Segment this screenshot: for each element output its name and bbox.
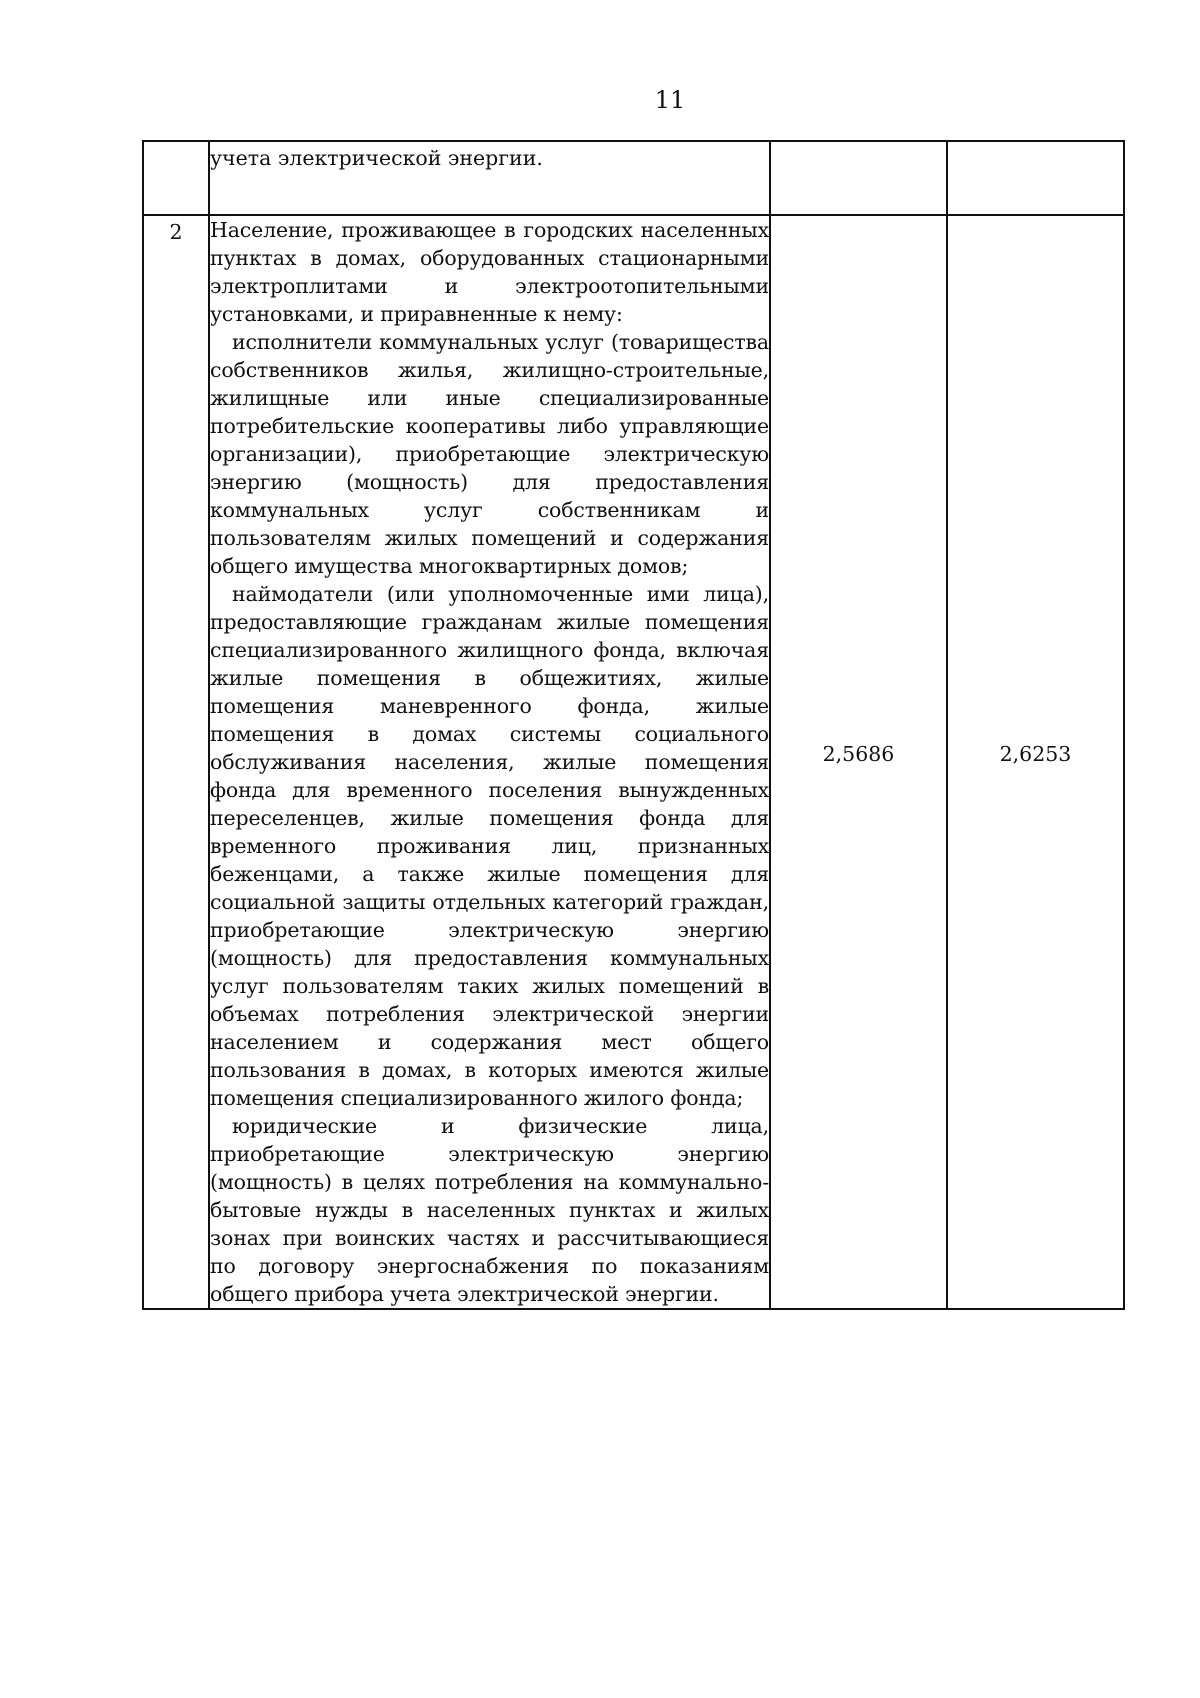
row-description-cell — [209, 141, 770, 215]
row-description-cell — [209, 215, 770, 1309]
tariff-table — [142, 140, 1125, 1310]
row-number — [144, 142, 208, 144]
row-description: учета электрической энергии. — [210, 146, 543, 170]
table-row-continuation — [143, 141, 1124, 215]
description-utility-providers: исполнители коммунальных услуг (товарищества собственников жилья, жилищно-строительные, жилищные или иные специализированные потребительские кооперативы либо управляющие организации), приобретающие электрическую энергию (мощность) для предоставления коммунальных услуг собственникам и пользователям жилых помещений и содержания общего имущества многоквартирных домов; — [210, 330, 769, 578]
value-1-cell — [770, 141, 947, 215]
row-number: 2 — [169, 220, 183, 244]
value-1-cell — [770, 215, 947, 1309]
row-number-cell — [143, 215, 209, 1309]
value-2-cell — [947, 141, 1124, 215]
row-number-cell — [143, 141, 209, 215]
description-legal-entities: юридические и физические лица, приобретающие электрическую энергию (мощность) в целях потребления на коммунально-бытовые нужды в населенных пунктах и жилых зонах при воинских частях и рассчитывающиеся по договору энергоснабжения по показаниям общего прибора учета электрической энергии. — [210, 1114, 769, 1306]
value-2-cell — [947, 215, 1124, 1309]
value-2: 2,6253 — [999, 742, 1072, 766]
table-row-2 — [143, 215, 1124, 1309]
page-number: 11 — [654, 86, 686, 114]
description-landlords: наймодатели (или уполномоченные ими лица), предоставляющие гражданам жилые помещения специализированного жилищного фонда, включая жилые помещения в общежитиях, жилые помещения маневренного фонда, жилые помещения в домах системы социального обслуживания населения, жилые помещения фонда для временного поселения вынужденных переселенцев, жилые помещения фонда для временного проживания лиц, признанных беженцами, а также жилые помещения для социальной защиты отдельных категорий граждан, приобретающие электрическую энергию (мощность) для предоставления коммунальных услуг пользователям таких жилых помещений в объемах потребления электрической энергии населением и содержания мест общего пользования в домах, в которых имеются жилые помещения специализированного жилого фонда; — [210, 582, 769, 1110]
value-1: 2,5686 — [822, 742, 895, 766]
description-intro: Население, проживающее в городских населенных пунктах в домах, оборудованных стационарными электроплитами и электроотопительными установками, и приравненные к нему: — [210, 218, 769, 326]
